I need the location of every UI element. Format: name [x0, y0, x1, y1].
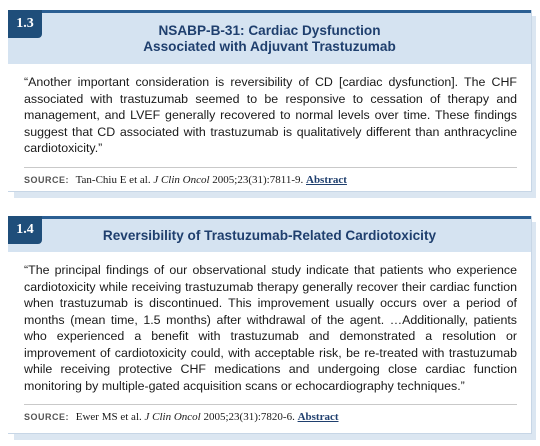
card-quote: “The principal findings of our observational study indicate that patients who experience cardiotoxicity while receiving trastuzumab therapy generally recover their cardiac function when trastuzumab is discontinued. This improvement usually occurs over a period of months (mean time, 1.5 months) after withdrawal of the agent. …Additionally, patients who experienced a benefit with trastuzumab and demonstrated a resolution or improvement of cardiotoxicity could, with acceptable risk, be re-treated with trastuzumab while receiving protective CHF medications and undergoing close cardiac function monitoring by multiple-gated acquisition scans or echocardiography techniques.”	[24, 263, 517, 393]
card-number-badge: 1.4	[8, 216, 42, 244]
source-journal: J Clin Oncol	[153, 173, 210, 186]
card-title-line-1: NSABP-B-31: Cardiac Dysfunction	[158, 23, 381, 38]
source-label: SOURCE:	[24, 412, 70, 422]
card-header	[8, 216, 531, 252]
card-title-line-1: Reversibility of Trastuzumab-Related Cardiotoxicity	[102, 228, 437, 243]
evidence-card-1-4	[8, 216, 532, 434]
source-citation: 2005;23(31):7820-6.	[203, 411, 295, 423]
card-source	[8, 168, 531, 186]
card-header	[8, 10, 531, 64]
source-citation: 2005;23(31):7811-9.	[212, 173, 304, 186]
evidence-card-1-3	[8, 10, 532, 192]
source-journal: J Clin Oncol	[144, 411, 201, 423]
card-quote: “Another important consideration is reversibility of CD [cardiac dysfunction]. The CHF associated with trastuzumab seemed to be responsive to cessation of therapy and management, and LVEF generally recovered to normal levels over time. These findings suggest that CD associated with trastuzumab is qualitatively different than anthracycline cardiotoxicity.”	[24, 75, 517, 155]
source-authors: Tan-Chiu E et al.	[75, 173, 151, 186]
card-title-line-2: Associated with Adjuvant Trastuzumab	[143, 39, 396, 54]
source-authors: Ewer MS et al.	[75, 411, 142, 423]
card-number-badge: 1.3	[8, 10, 42, 38]
card-title	[8, 23, 531, 55]
abstract-link[interactable]: Abstract	[297, 411, 339, 423]
card-source	[8, 405, 531, 423]
source-label: SOURCE:	[24, 174, 70, 185]
abstract-link[interactable]: Abstract	[306, 173, 347, 186]
card-title	[8, 228, 531, 244]
